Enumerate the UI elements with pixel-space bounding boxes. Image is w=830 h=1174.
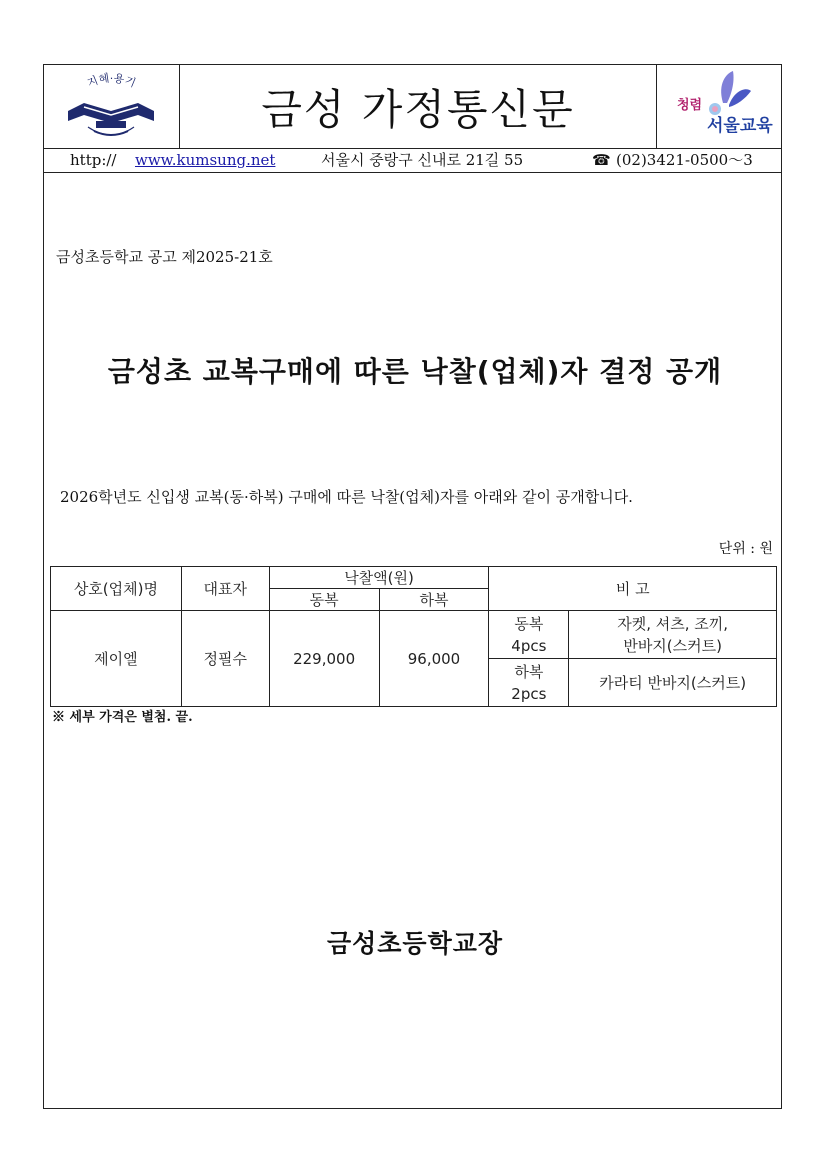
seoul-education-emblem: [656, 65, 781, 148]
newsletter-title-cell: [179, 65, 657, 148]
bid-results-table: [50, 566, 777, 707]
table-row: [51, 611, 777, 659]
emblem-text-seoul: 서울교육: [707, 116, 773, 136]
header-summer: 하복: [379, 589, 489, 611]
remark-winter-items-1: 자켓, 셔츠, 조끼,: [617, 614, 729, 633]
school-logo: [44, 65, 180, 148]
cell-summer-price: 96,000: [379, 611, 489, 707]
school-website-link[interactable]: www.kumsung.net: [135, 151, 276, 169]
detail-note: ※ 세부 가격은 별첨. 끝.: [52, 710, 193, 725]
newsletter-header: [44, 65, 781, 149]
notice-number: 금성초등학교 공고 제2025-21호: [56, 248, 273, 266]
table-header-row: [51, 567, 777, 589]
school-address: 서울시 중랑구 신내로 21길 55: [321, 151, 524, 169]
butterfly-emblem-icon: [657, 65, 781, 148]
remark-summer-label-1: 하복: [514, 662, 544, 681]
newsletter-title: 금성 가정통신문: [261, 84, 575, 134]
emblem-text-integrity: 청렴: [677, 98, 703, 113]
cell-remark-winter-items: [569, 611, 777, 659]
remark-summer-label-2: 2pcs: [511, 684, 547, 703]
remark-winter-label-1: 동복: [514, 614, 544, 633]
logo-lettering: 지혜·용기: [85, 71, 138, 90]
notice-title: 금성초 교복구매에 따른 낙찰(업체)자 결정 공개: [107, 355, 723, 388]
header-company: 상호(업체)명: [51, 567, 182, 611]
cell-company: 제이엘: [51, 611, 182, 707]
phone-icon: ☎: [592, 151, 611, 169]
cell-winter-price: 229,000: [269, 611, 379, 707]
contact-info-row: [44, 148, 781, 173]
cell-representative: 정필수: [181, 611, 269, 707]
url-prefix: http://: [70, 151, 117, 169]
header-winter: 동복: [269, 589, 379, 611]
notice-intro: 2026학년도 신입생 교복(동·하복) 구매에 따른 낙찰(업체)자를 아래와 같이 공개합니다.: [60, 488, 633, 506]
school-phone: (02)3421-0500～3: [616, 151, 753, 169]
header-remarks: 비 고: [489, 567, 777, 611]
remark-winter-items-2: 반바지(스커트): [623, 636, 722, 655]
remark-winter-label-2: 4pcs: [511, 636, 547, 655]
principal-signature: 금성초등학교장: [326, 929, 504, 958]
cell-remark-summer-label: [489, 659, 569, 707]
header-representative: 대표자: [181, 567, 269, 611]
unit-label: 단위 : 원: [718, 541, 773, 557]
header-bid-amount: 낙찰액(원): [269, 567, 489, 589]
cell-remark-summer-items: 카라티 반바지(스커트): [569, 659, 777, 707]
school-logo-icon: [44, 65, 179, 148]
cell-remark-winter-label: [489, 611, 569, 659]
